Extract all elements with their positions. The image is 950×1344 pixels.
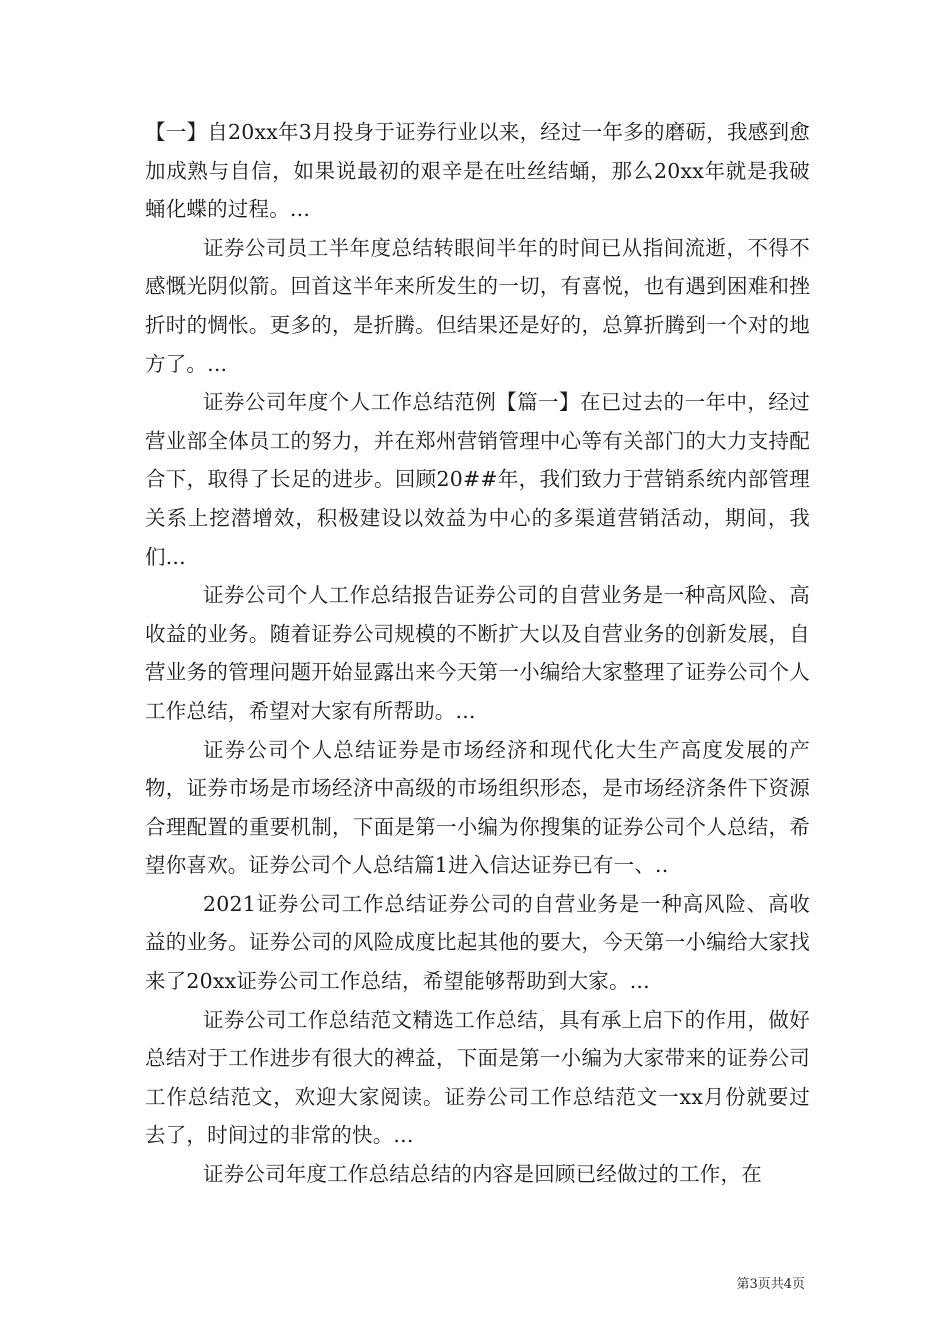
document-body [145,113,810,1194]
paragraph-6: 2021证券公司工作总结证券公司的自营业务是一种高风险、高收益的业务。证券公司的风险成度比起其他的要大，今天第一小编给大家找来了20xx证券公司工作总结，希望能够帮助到大家。... [145,891,810,994]
paragraph-1: 【一】自20xx年3月投身于证券行业以来，经过一年多的磨砺，我感到愈加成熟与自信，如果说最初的艰辛是在吐丝结蛹，那么20xx年就是我破蛹化蝶的过程。... [145,120,810,222]
paragraph-8: 证券公司年度工作总结总结的内容是回顾已经做过的工作，在 [203,1162,762,1187]
paragraph-7: 证券公司工作总结范文精选工作总结，具有承上启下的作用，做好总结对于工作进步有很大的裨益，下面是第一小编为大家带来的证券公司工作总结范文，欢迎大家阅读。证券公司工作总结范文一xx月份就要过去了，时间过的非常的快。... [145,1007,810,1148]
paragraph-2: 证券公司员工半年度总结转眼间半年的时间已从指间流逝，不得不感慨光阴似箭。回首这半年来所发生的一切，有喜悦，也有遇到困难和挫折时的惆怅。更多的，是折腾。但结果还是好的，总算折腾到一个对的地方了。... [145,235,810,376]
paragraph-4: 证券公司个人工作总结报告证券公司的自营业务是一种高风险、高收益的业务。随着证券公司规模的不断扩大以及自营业务的创新发展，自营业务的管理问题开始显露出来今天第一小编给大家整理了证券公司个人工作总结，希望对大家有所帮助。... [145,583,810,723]
paragraph-5: 证券公司个人总结证券是市场经济和现代化大生产高度发展的产物，证券市场是市场经济中高级的市场组织形态，是市场经济条件下资源合理配置的重要机制，下面是第一小编为你搜集的证券公司个人总结，希望你喜欢。证券公司个人总结篇1进入信达证券已有一、.. [145,737,810,878]
paragraph-3: 证券公司年度个人工作总结范例【篇一】在已过去的一年中，经过营业部全体员工的努力，并在郑州营销管理中心等有关部门的大力支持配合下，取得了长足的进步。回顾20##年，我们致力于营销系统内部管理关系上挖潜增效，积极建设以效益为中心的多渠道营销活动，期间，我们... [145,390,810,569]
page-number: 第3页共4页 [736,1277,805,1292]
